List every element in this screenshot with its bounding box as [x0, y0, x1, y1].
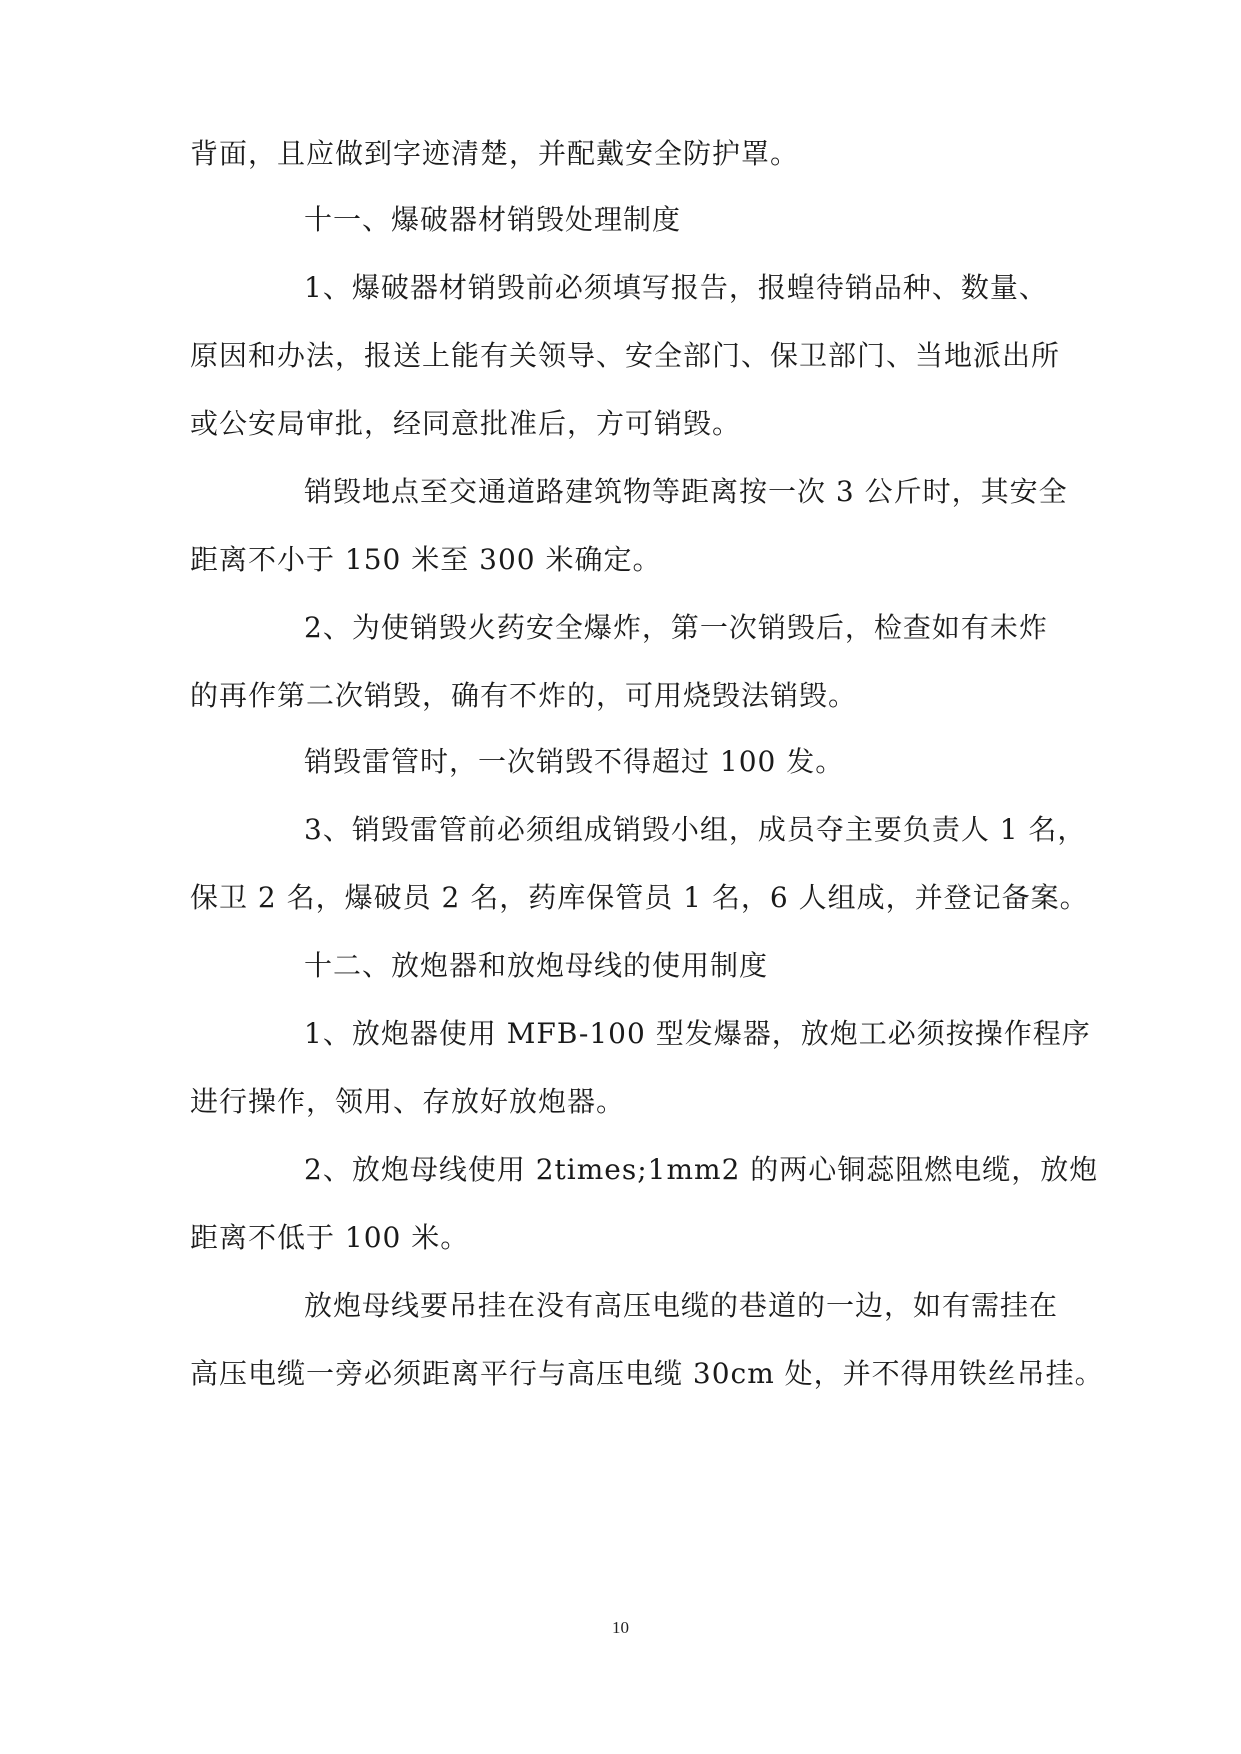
- paragraph-line: 进行操作，领用、存放好放炮器。: [190, 1085, 626, 1118]
- section-heading: 十一、爆破器材销毁处理制度: [304, 203, 682, 236]
- paragraph-line: 1、爆破器材销毁前必须填写报告，报蝗待销品种、数量、: [304, 271, 1048, 304]
- paragraph-line: 的再作第二次销毁，确有不炸的，可用烧毁法销毁。: [190, 679, 858, 712]
- paragraph-line: 高压电缆一旁必须距离平行与高压电缆 30cm 处，并不得用铁丝吊挂。: [190, 1357, 1104, 1390]
- paragraph-line: 销毁地点至交通道路建筑物等距离按一次 3 公斤时，其安全: [304, 475, 1068, 508]
- paragraph-line: 距离不低于 100 米。: [190, 1221, 470, 1254]
- paragraph-line: 距离不小于 150 米至 300 米确定。: [190, 543, 662, 576]
- paragraph-line: 原因和办法，报送上能有关领导、安全部门、保卫部门、当地派出所: [190, 339, 1061, 372]
- paragraph-line: 保卫 2 名，爆破员 2 名，药库保管员 1 名，6 人组成，并登记备案。: [190, 881, 1089, 914]
- paragraph-line: 销毁雷管时，一次销毁不得超过 100 发。: [304, 745, 845, 778]
- paragraph-line: 或公安局审批，经同意批准后，方可销毁。: [190, 407, 742, 440]
- paragraph-line: 2、为使销毁火药安全爆炸，第一次销毁后，检查如有未炸: [304, 611, 1048, 644]
- paragraph-line: 3、销毁雷管前必须组成销毁小组，成员夺主要负责人 1 名，: [304, 813, 1087, 846]
- section-heading: 十二、放炮器和放炮母线的使用制度: [304, 949, 769, 982]
- text-line: 背面，且应做到字迹清楚，并配戴安全防护罩。: [190, 137, 800, 170]
- paragraph-line: 2、放炮母线使用 2times;1mm2 的两心铜蕊阻燃电缆，放炮: [304, 1153, 1099, 1186]
- paragraph-line: 放炮母线要吊挂在没有高压电缆的巷道的一边，如有需挂在: [304, 1289, 1059, 1322]
- paragraph-line: 1、放炮器使用 MFB-100 型发爆器，放炮工必须按操作程序: [304, 1017, 1091, 1050]
- page-number: 10: [612, 1618, 629, 1637]
